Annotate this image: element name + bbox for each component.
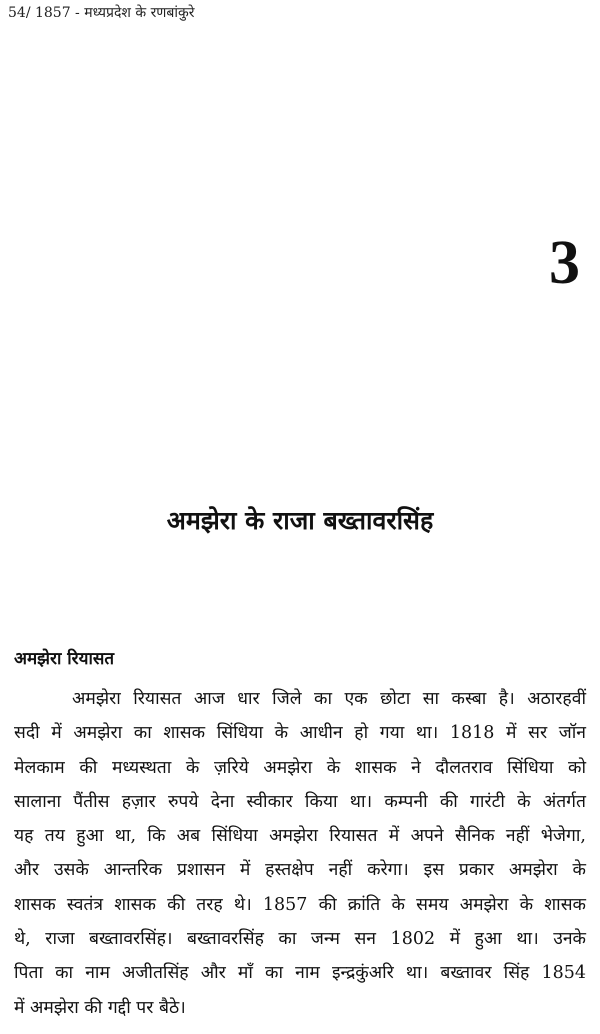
chapter-number: 3 bbox=[549, 229, 580, 297]
paragraph-line: पिता का नाम अजीतसिंह और माँ का नाम इन्द्रकुंअरि था। बख्तावर सिंह 1854 bbox=[14, 963, 586, 984]
chapter-title: अमझेरा के राजा बख्तावरसिंह bbox=[166, 506, 434, 535]
paragraph-line: में अमझेरा की गद्दी पर बैठे। bbox=[14, 997, 186, 1018]
paragraph-line: सदी में अमझेरा का शासक सिंधिया के आधीन हो गया था। 1818 में सर जॉन bbox=[14, 723, 586, 744]
paragraph-line: यह तय हुआ था, कि अब सिंधिया अमझेरा रियासत में अपने सैनिक नहीं भेजेगा, bbox=[14, 826, 586, 847]
paragraph-line: मेलकाम की मध्यस्थता के ज़रिये अमझेरा के शासक ने दौलतराव सिंधिया को bbox=[14, 757, 586, 778]
paragraph-line: और उसके आन्तरिक प्रशासन में हस्तक्षेप नहीं करेगा। इस प्रकार अमझेरा के bbox=[14, 860, 586, 881]
section-heading: अमझेरा रियासत bbox=[14, 649, 115, 669]
paragraph-line: सालाना पैंतीस हज़ार रुपये देना स्वीकार किया था। कम्पनी की गारंटी के अंतर्गत bbox=[14, 791, 586, 812]
paragraph-line: शासक स्वतंत्र शासक की तरह थे। 1857 की क्रांति के समय अमझेरा के शासक bbox=[14, 894, 586, 915]
body-paragraph bbox=[14, 682, 586, 1025]
paragraph-line: थे, राजा बख्तावरसिंह। बख्तावरसिंह का जन्म सन 1802 में हुआ था। उनके bbox=[14, 929, 586, 950]
paragraph-line: अमझेरा रियासत आज धार जिले का एक छोटा सा कस्बा है। अठारहवीं bbox=[72, 689, 586, 709]
running-header: 54/ 1857 - मध्यप्रदेश के रणबांकुरे bbox=[8, 5, 195, 21]
